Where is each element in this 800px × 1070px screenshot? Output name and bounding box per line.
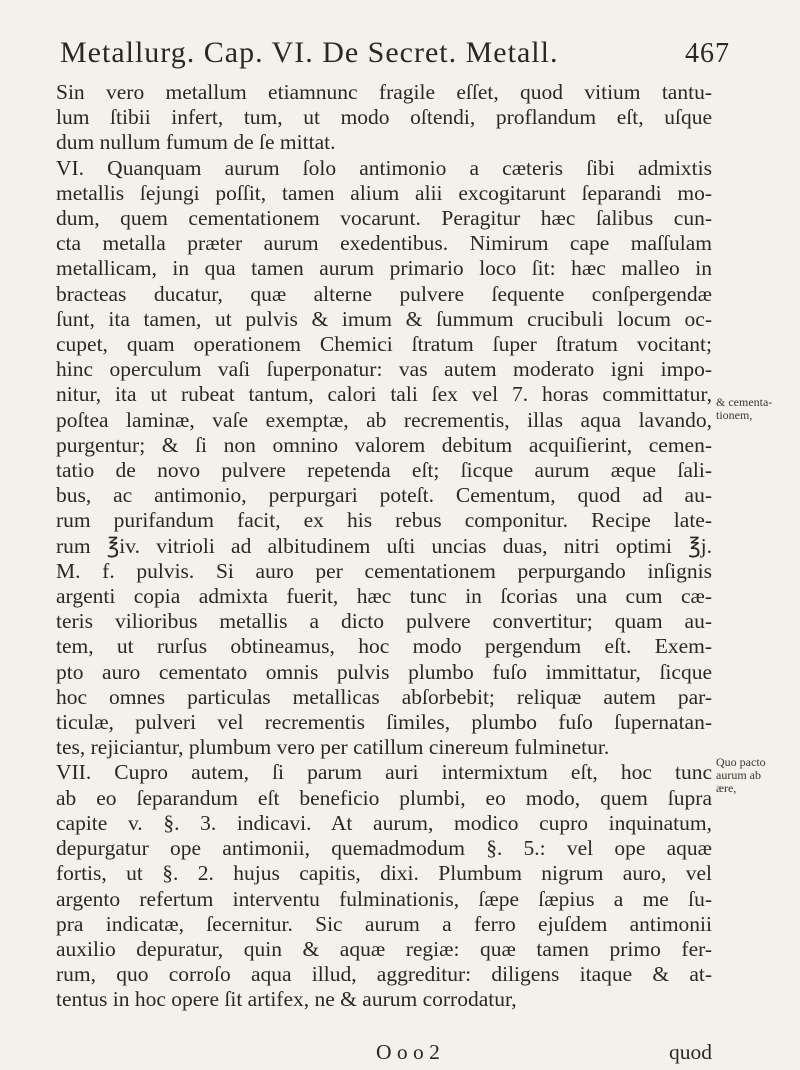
- text-line: fortis, ut §. 2. hujus capitis, dixi. Plumbum nigrum auro, vel: [56, 861, 712, 886]
- text-line: tentus in hoc opere ſit artifex, ne & aurum corrodatur,: [56, 987, 517, 1012]
- margin-note-text: Quo pacto aurum ab ære,: [716, 755, 766, 795]
- margin-note: [716, 756, 766, 795]
- text-line: rum, quo corroſo aqua illud, aggreditur: diligens itaque & at-: [56, 962, 712, 987]
- text-line: hoc omnes particulas metallicas abſorbebit; reliquæ autem par-: [56, 684, 712, 709]
- catchword: quod: [669, 1040, 712, 1064]
- text-line: nitur, ita ut rubeat tantum, calori tali ſex vel 7. horas committatur,: [56, 382, 712, 407]
- text-line: dum nullum fumum de ſe mittat.: [56, 130, 336, 155]
- text-line: argenti copia admixta fuerit, hæc tunc in ſcorias una cum cæ-: [56, 584, 712, 609]
- text-line: bracteas ducatur, quæ alterne pulvere ſequente conſpergendæ: [56, 281, 712, 306]
- text-line: hinc operculum vaſi ſuperponatur: vas autem moderato igni impo-: [56, 357, 712, 382]
- page-number: 467: [685, 38, 730, 69]
- text-line: metallis ſejungi poſſit, tamen alium alii excogitarunt ſeparandi mo-: [56, 180, 712, 205]
- text-line: ſunt, ita tamen, ut pulvis & imum & ſummum crucibuli locum oc-: [56, 306, 712, 331]
- text-line: tes, rejiciantur, plumbum vero per catillum cinereum fulminetur.: [56, 735, 610, 760]
- text-line: dum, quem cementationem vocarunt. Peragitur hæc ſalibus cun-: [56, 206, 712, 231]
- text-line: metallicam, in qua tamen aurum primario loco ſit: hæc malleo in: [56, 256, 712, 281]
- text-line: purgentur; & ſi non omnino valorem debitum acquiſierint, cemen-: [56, 432, 712, 457]
- text-line: Sin vero metallum etiamnunc fragile eſſet, quod vitium tantu-: [56, 80, 712, 104]
- text-line: cta metalla præter aurum exedentibus. Nimirum cape maſſulam: [56, 231, 712, 256]
- text-line: M. f. pulvis. Si auro per cementationem perpurgando inſignis: [56, 558, 712, 583]
- text-line: teris vilioribus metallis a dicto pulvere convertitur; quam au-: [56, 609, 712, 634]
- signature-mark: O o o 2: [376, 1040, 440, 1064]
- text-line: lum ſtibii infert, tum, ut modo oſtendi, proflandum eſt, uſque: [56, 105, 712, 130]
- text-line: ticulæ, pulveri vel recrementis ſimiles, plumbo fuſo ſupernatan-: [56, 710, 712, 735]
- text-line: poſtea laminæ, vaſe exemptæ, ab recrementis, illas aqua lavando,: [56, 407, 712, 432]
- text-line: pto auro cementato omnis pulvis plumbo fuſo immittatur, ſicque: [56, 659, 712, 684]
- text-line: rum ℥iv. vitrioli ad albitudinem uſti uncias duas, nitri optimi ℥j.: [56, 533, 712, 558]
- text-line: VII. Cupro autem, ſi parum auri intermixtum eſt, hoc tunc: [56, 760, 712, 785]
- margin-note: [716, 396, 772, 422]
- text-line: rum purifandum facit, ex his rebus componitur. Recipe late-: [56, 508, 712, 533]
- text-line: capite v. §. 3. indicavi. At aurum, modico cupro inquinatum,: [56, 810, 712, 835]
- header-title: Metallurg. Cap. VI. De Secret. Metall.: [60, 36, 559, 69]
- text-line: argento refertum interventu fulminationis, ſæpe ſæpius a me ſu-: [56, 886, 712, 911]
- text-line: pra indicatæ, ſecernitur. Sic aurum a ferro ejuſdem antimonii: [56, 911, 712, 936]
- text-line: tem, ut rurſus obtineamus, hoc modo pergendum eſt. Exem-: [56, 634, 712, 659]
- text-line: bus, ac antimonio, perpurgari poteſt. Cementum, quod ad au-: [56, 483, 712, 508]
- text-body: [56, 80, 712, 1013]
- margin-note-text: & cementa- tionem,: [716, 395, 773, 422]
- text-line: tatio de novo pulvere repetenda eſt; ſicque aurum æque ſali-: [56, 458, 712, 483]
- text-line: cupet, quam operationem Chemici ſtratum ſuper ſtratum vocitant;: [56, 332, 712, 357]
- text-line: auxilio depuratur, quin & aquæ regiæ: quæ tamen primo fer-: [56, 936, 712, 961]
- running-header: [60, 36, 730, 76]
- text-line: VI. Quanquam aurum ſolo antimonio a cæteris ſibi admixtis: [56, 155, 712, 180]
- text-line: depurgatur ope antimonii, quemadmodum §. 5.: vel ope aquæ: [56, 836, 712, 861]
- text-line: ab eo ſeparandum eſt beneficio plumbi, eo modo, quem ſupra: [56, 785, 712, 810]
